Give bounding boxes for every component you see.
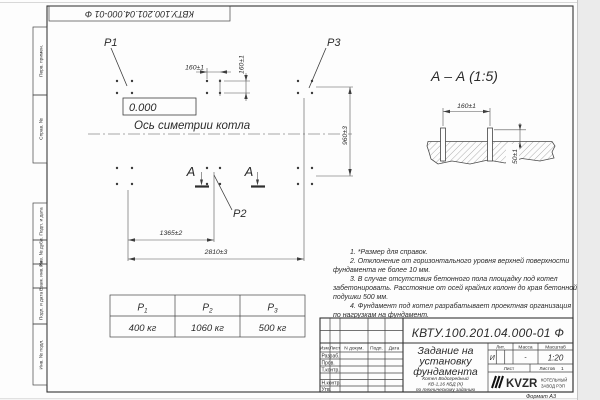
- section-letter-left: А: [186, 164, 196, 179]
- listov-value: 1: [560, 366, 564, 372]
- dim-160-vert: [224, 55, 250, 101]
- scale-value: 1:20: [547, 353, 564, 363]
- margin-label: Подп. и дата: [39, 291, 45, 321]
- product-line: по техническому заданию: [415, 388, 476, 393]
- dim-160-top: [185, 65, 231, 97]
- massa-label: Масса: [518, 345, 533, 351]
- title-block: [320, 318, 573, 393]
- p3-sub: 3: [274, 307, 278, 315]
- page-edge-right: [578, 0, 600, 400]
- p1-leader: [111, 48, 127, 86]
- load-value: 400 кг: [128, 323, 157, 334]
- row-utv: Утв.: [321, 387, 332, 393]
- row-nkontr: Н.контр.: [321, 380, 341, 387]
- note-line: подушки 500 мм.: [333, 294, 389, 301]
- load-table-header: [267, 303, 278, 315]
- note-line: фундамента не более 10 мм.: [333, 267, 431, 274]
- left-margin-column: [33, 27, 47, 385]
- p2-sub: 2: [209, 307, 213, 315]
- load-table-header: [202, 303, 213, 315]
- p3-base: P: [267, 302, 275, 314]
- lit-value: И: [489, 355, 495, 362]
- doc-title-line: Задание на: [417, 345, 474, 357]
- listov-cell: [539, 366, 564, 372]
- col-izm: Изм.: [319, 346, 331, 352]
- doc-title-line: фундамента: [413, 366, 478, 378]
- col-podp: Подп.: [370, 346, 383, 352]
- company-sub-line: КОТЕЛЬНЫЙ: [541, 377, 568, 383]
- dim-1365-text: 1365±2: [159, 230, 183, 237]
- p1-base: P: [137, 302, 145, 314]
- anchor-bolt-points: [116, 80, 313, 185]
- load-table-header: [137, 303, 148, 315]
- p3-leader: [309, 48, 326, 88]
- p3-label: P3: [327, 37, 341, 49]
- p2-leader: [214, 175, 232, 210]
- section-cut-marks: [186, 164, 265, 187]
- load-table: [110, 295, 305, 337]
- massa-value: -: [524, 354, 527, 362]
- elevation-value: 0.000: [129, 102, 157, 114]
- margin-label: Взам. инв. №: [39, 261, 45, 291]
- p2-label: P2: [233, 208, 247, 220]
- row-tkontr: Т.контр.: [321, 367, 340, 374]
- kvzr-logo: [492, 376, 567, 390]
- note-line: 2. Отклонение от горизонтального уровня верхней поверхности: [350, 258, 570, 265]
- company-sub-line: ЗАВОД РЭП: [541, 383, 565, 389]
- format-label: Формат А3: [525, 394, 557, 400]
- load-value: 1060 кг: [191, 323, 224, 334]
- section-view: [427, 68, 555, 166]
- margin-label: Подп. и дата: [39, 207, 45, 236]
- dim-960-text: 960±3: [342, 126, 349, 145]
- note-line: забетонировать. Расстояние от осей крайних колонн до края бетонной: [333, 285, 578, 292]
- section-letter-right: А: [244, 164, 254, 179]
- product-line: Котел Водогрейный: [422, 377, 469, 382]
- anchor-bolt-section-right: [488, 128, 493, 161]
- foundation-plan-view: [88, 37, 353, 261]
- dim-2810-text: 2810±3: [204, 249, 228, 256]
- note-line: 4. Фундамент под котел разрабатывает проектная организация: [350, 303, 572, 310]
- lit-label: Лит.: [496, 345, 505, 351]
- dim-1365: [128, 172, 214, 261]
- note-line: 1. *Размер для справок.: [350, 249, 428, 256]
- row-razrab: Разраб.: [321, 353, 340, 360]
- dim-960: [316, 87, 353, 176]
- note-line: по нагрузкам на фундамент.: [333, 312, 429, 319]
- axis-label: Ось симетрии котла: [134, 120, 251, 132]
- top-stamp-doc-number: КВТУ.100.201.04.000-01 Ф: [85, 9, 194, 19]
- load-value: 500 кг: [258, 323, 287, 334]
- section-dim-50-text: 50±1: [512, 148, 519, 164]
- col-data: Дата: [388, 346, 400, 352]
- p1-sub: 1: [144, 307, 148, 315]
- kvzr-logo-icon: [492, 376, 503, 388]
- notes-block: [332, 248, 577, 319]
- listov-label: Листов: [539, 366, 555, 372]
- dim-160-top-text: 160±1: [185, 64, 204, 72]
- section-title: А – А (1:5): [431, 68, 498, 84]
- section-dim-160-text: 160±1: [457, 103, 476, 110]
- masshtab-label: Масштаб: [545, 345, 566, 351]
- p1-label: P1: [104, 37, 118, 49]
- p2-base: P: [202, 302, 210, 314]
- doc-number: КВТУ.100.201.04.000-01 Ф: [411, 326, 565, 340]
- product-line: КВ-1,16 КБД (К): [428, 382, 463, 388]
- top-stamp: [49, 6, 230, 21]
- doc-title-line: установку: [419, 355, 472, 368]
- col-ndoc: N докум.: [344, 346, 364, 352]
- company-name: KVZR: [506, 378, 538, 390]
- list-label: Лист: [503, 366, 515, 372]
- anchor-bolt-section-left: [441, 128, 446, 161]
- row-prov: Пров.: [321, 360, 335, 367]
- dim-160-vert-text: 160±1: [238, 55, 246, 74]
- note-line: 3. В случае отсутствия бетонного пола площадку под котел: [350, 276, 558, 283]
- margin-label: Справ. №: [39, 118, 45, 140]
- margin-label: Перв. примен.: [39, 45, 45, 77]
- margin-label: Инв. № дубл.: [39, 237, 45, 267]
- section-dim-160: [443, 103, 490, 126]
- margin-label: Инв. № подл.: [39, 339, 45, 370]
- col-list: Лист: [329, 346, 341, 352]
